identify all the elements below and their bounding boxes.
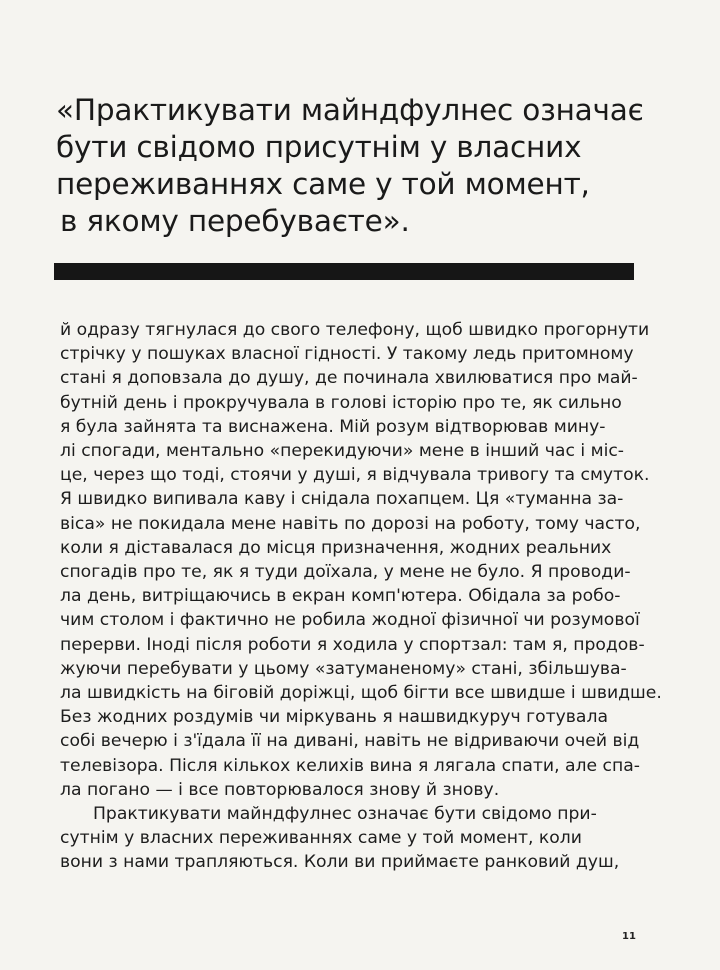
pull-quote-line: переживаннях саме у той момент, — [56, 167, 590, 201]
body-line: телевізора. Після кількох келихів вина я лягала спати, але спа- — [60, 755, 640, 776]
decorative-divider-bar — [54, 263, 634, 280]
body-line: стрічку у пошуках власної гідності. У такому ледь притомному — [60, 344, 634, 365]
pull-quote-line: «Практикувати майндфулнес означає — [56, 93, 644, 127]
body-line: Я швидко випивала каву і снідала похапцем. Ця «туманна за- — [60, 489, 624, 510]
pull-quote-line: в якому перебуваєте». — [60, 204, 410, 238]
body-line: Без жодних роздумів чи міркувань я нашвидкуруч готувала — [60, 707, 608, 728]
body-line: собі вечерю і з'їдала її на дивані, навіть не відриваючи очей від — [60, 731, 640, 752]
body-line: коли я діставалася до місця призначення, жодних реальних — [60, 537, 612, 558]
page-number: 11 — [622, 931, 636, 942]
body-line: лі спогади, ментально «перекидуючи» мене в інший час і міс- — [60, 441, 624, 462]
body-line: жуючи перебувати у цьому «затуманеному» стані, збільшува- — [60, 658, 627, 679]
body-line: ла день, витріщаючись в екран комп'ютера. Обідала за робо- — [60, 586, 621, 607]
body-text — [60, 318, 662, 875]
body-line: сутнім у власних переживаннях саме у той момент, коли — [60, 828, 582, 849]
body-line: вони з нами трапляються. Коли ви приймаєте ранковий душ, — [60, 852, 620, 873]
body-line: ла швидкість на біговій доріжці, щоб бігти все швидше і швидше. — [60, 683, 662, 704]
body-line: й одразу тягнулася до свого телефону, щоб швидко прогорнути — [60, 320, 650, 340]
body-line: бутній день і прокручувала в голові історію про те, як сильно — [60, 392, 622, 413]
body-line: Практикувати майндфулнес означає бути свідомо при- — [93, 804, 597, 825]
body-line: стані я доповзала до душу, де починала хвилюватися про май- — [60, 368, 638, 389]
body-line: перерви. Іноді після роботи я ходила у спортзал: там я, продов- — [60, 634, 645, 655]
body-line: віса» не покидала мене навіть по дорозі на роботу, тому часто, — [60, 513, 641, 534]
pull-quote-line: бути свідомо присутнім у власних — [56, 130, 582, 164]
pull-quote — [56, 92, 676, 240]
body-line: це, через що тоді, стоячи у душі, я відчувала тривогу та смуток. — [60, 465, 650, 486]
body-line: спогадів про те, як я туди доїхала, у мене не було. Я проводи- — [60, 562, 631, 583]
body-line: ла погано — і все повторювалося знову й знову. — [60, 779, 500, 800]
body-line: я була зайнята та виснажена. Мій розум відтворював мину- — [60, 416, 606, 437]
body-line: чим столом і фактично не робила жодної фізичної чи розумової — [60, 610, 640, 631]
